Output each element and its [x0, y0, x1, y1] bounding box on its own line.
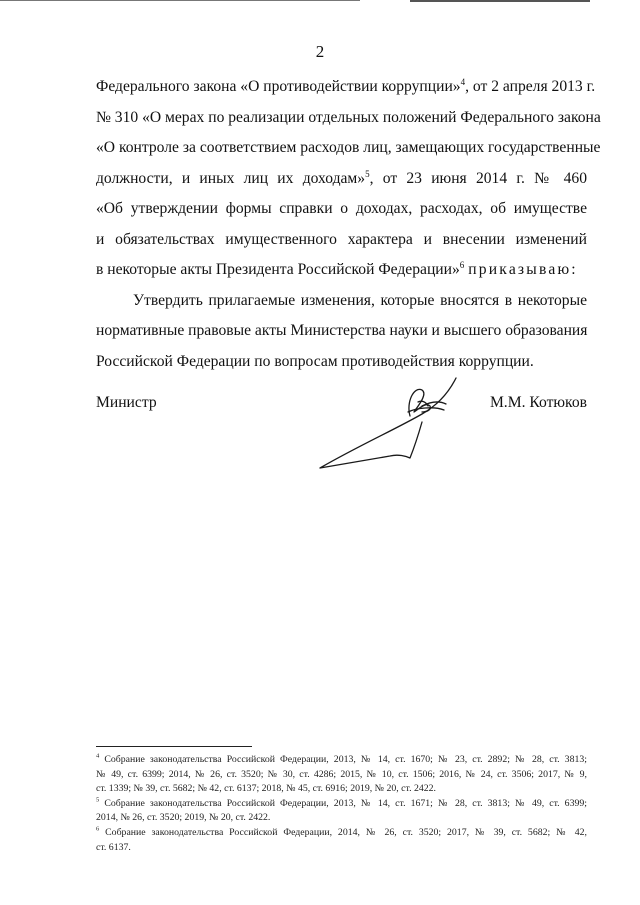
body-line: должности, и иных лиц их доходам»$^5$, от 23 июня 2014 г. № 460: [96, 168, 587, 187]
footnote-separator: [96, 746, 252, 747]
signatory-position: Министр: [96, 394, 157, 411]
footnote-5-line: $^5$ Собрание законодательства Российской Федерации, 2013, № 14, ст. 1671; № 28, ст. 3813; № 49, ст. 6399;: [96, 796, 587, 809]
paragraph-2: [96, 286, 587, 378]
footnote-4-line: $^4$ Собрание законодательства Российской Федерации, 2013, № 14, ст. 1670; № 23, ст. 2892; № 28, ст. 3813;: [96, 752, 587, 765]
footnote-4-line: № 49, ст. 6399; 2014, № 26, ст. 3520; № 30, ст. 4286; 2015, № 10, ст. 1506; 2016, № 24, ст. 3506; 2017, № 9,: [96, 768, 587, 780]
handwritten-signature: [318, 372, 478, 484]
footnote-ref-5[interactable]: 5: [365, 168, 370, 179]
body-line: нормативные правовые акты Министерства науки и высшего образования: [96, 322, 588, 339]
footnote-5-line: 2014, № 26, ст. 3520; 2019, № 20, ст. 2422.: [96, 812, 271, 824]
body-line: № 310 «О мерах по реализации отдельных положений Федерального закона: [96, 108, 601, 126]
signatory-name: М.М. Котюков: [489, 394, 587, 411]
body-line: Утвердить прилагаемые изменения, которые вносятся в некоторые: [133, 291, 587, 309]
body-line: Федерального закона «О противодействии коррупции»$^4$, от 2 апреля 2013 г.: [96, 76, 596, 95]
page-number: 2: [315, 42, 325, 61]
body-line: «Об утверждении формы справки о доходах, расходах, об имуществе: [96, 200, 587, 217]
paragraph-1: [96, 72, 601, 286]
document-body: [96, 72, 601, 377]
scan-edge-line-left: [0, 0, 360, 1]
footnote-4-line: ст. 1339; № 39, ст. 5682; № 42, ст. 6137; 2018, № 45, ст. 6916; 2019, № 20, ст. 2422.: [96, 783, 437, 795]
footnote-6-line: $^6$ Собрание законодательства Российской Федерации, 2014, № 26, ст. 3520; 2017, № 39, ст. 5682; № 42,: [96, 825, 588, 838]
body-line: в некоторые акты Президента Российской Федерации»$^6$ приказываю:: [96, 259, 578, 278]
order-keyword: приказываю:: [468, 261, 578, 278]
footnote-ref-4[interactable]: 4: [460, 76, 466, 87]
body-line: и обязательствах имущественного характера и внесении изменений: [96, 230, 587, 248]
footnote-ref-6[interactable]: 6: [459, 259, 465, 270]
footnotes: [96, 753, 587, 855]
body-line: Российской Федерации по вопросам противодействия коррупции.: [96, 352, 534, 370]
scan-edge-line-right: [410, 0, 590, 2]
body-line: «О контроле за соответствием расходов лиц, замещающих государственные: [96, 139, 601, 156]
scan-edge-artifact: [0, 0, 640, 4]
footnote-6-line: ст. 6137.: [96, 841, 131, 853]
